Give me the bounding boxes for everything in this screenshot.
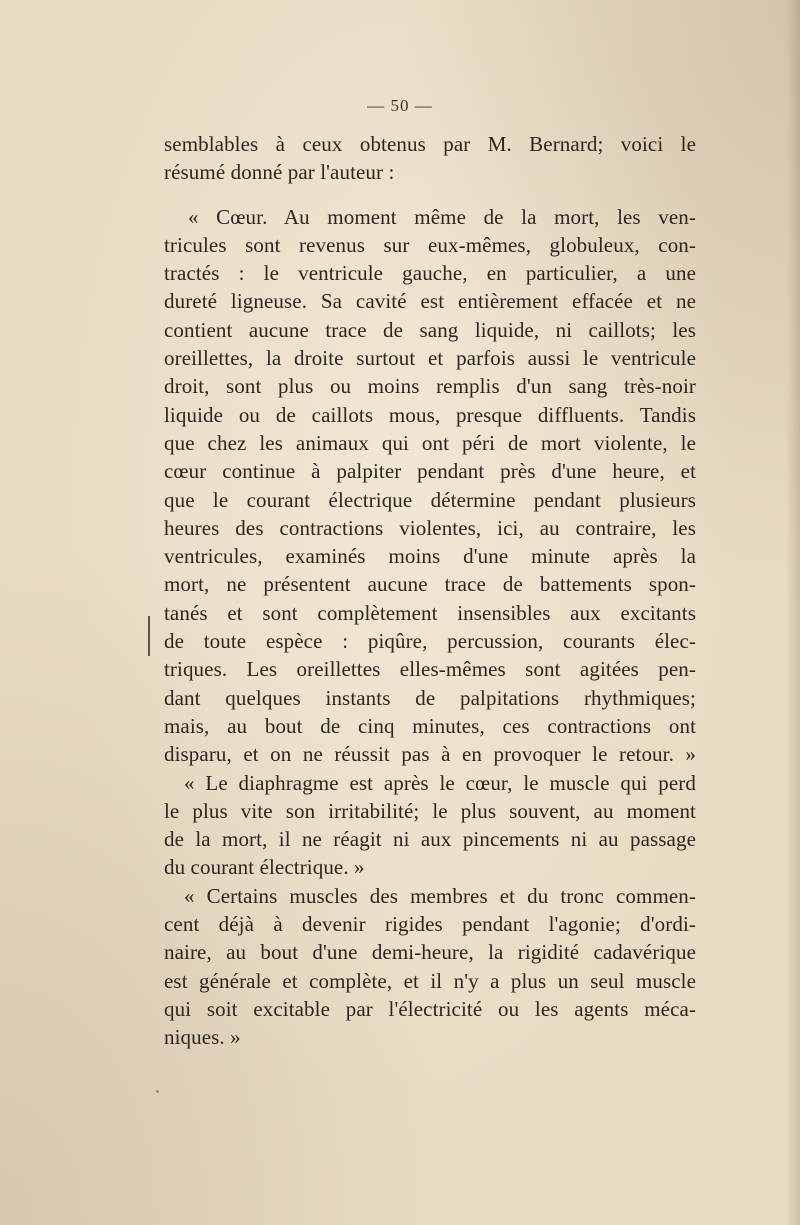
text-line: « Le diaphragme est après le cœur, le muscle qui perd — [184, 770, 696, 795]
text-line: cœur continue à palpiter pendant près d'une heure, et — [164, 459, 696, 484]
text-line: le plus vite son irritabilité; le plus souvent, au moment — [164, 798, 696, 823]
text-line: « Cœur. Au moment même de la mort, les ven- — [188, 204, 696, 229]
text-line: dant quelques instants de palpitations rhythmiques; — [164, 685, 696, 710]
text-line: cent déjà à devenir rigides pendant l'agonie; d'ordi- — [164, 912, 696, 937]
text-line: tricules sont revenus sur eux-mêmes, globuleux, con- — [164, 232, 696, 257]
text-line: ventricules, examinés moins d'une minute après la — [164, 544, 696, 569]
margin-pencil-mark — [148, 616, 150, 656]
text-line: « Certains muscles des membres et du tronc commen- — [184, 883, 696, 908]
text-line: semblables à ceux obtenus par M. Bernard; voici le — [164, 132, 696, 156]
text-line: liquide ou de caillots mous, presque diffluents. Tandis — [164, 402, 696, 427]
text-line: heures des contractions violentes, ici, au contraire, les — [164, 515, 696, 540]
text-line: mort, ne présentent aucune trace de battements spon- — [164, 572, 696, 597]
paragraph-gap — [164, 187, 696, 203]
text-line: triques. Les oreillettes elles-mêmes sont agitées pen- — [164, 657, 696, 682]
text-line: dureté ligneuse. Sa cavité est entièrement effacée et ne — [164, 289, 696, 314]
page-edge-shadow — [786, 0, 800, 1225]
text-line: oreillettes, la droite surtout et parfois aussi le ventricule — [164, 346, 696, 371]
text-line: mais, au bout de cinq minutes, ces contractions ont — [164, 713, 696, 738]
text-line: de la mort, il ne réagit ni aux pincements ni au passage — [164, 827, 696, 852]
text-line: niques. » — [164, 1025, 241, 1050]
text-line: que chez les animaux qui ont péri de mort violente, le — [164, 430, 696, 455]
text-line: naire, au bout d'une demi-heure, la rigidité cadavérique — [164, 940, 696, 965]
text-line: tanés et sont complètement insensibles aux excitants — [164, 600, 696, 625]
text-line: de toute espèce : piqûre, percussion, courants élec- — [164, 629, 696, 654]
text-line: tractés : le ventricule gauche, en particulier, a une — [164, 261, 696, 286]
text-line: que le courant électrique détermine pendant plusieurs — [164, 487, 696, 512]
text-line: qui soit excitable par l'électricité ou les agents méca- — [164, 996, 696, 1021]
page-number: — 50 — — [367, 96, 433, 115]
body-text — [164, 130, 696, 1052]
text-line: résumé donné par l'auteur : — [164, 160, 395, 185]
text-line: contient aucune trace de sang liquide, ni caillots; les — [164, 317, 696, 342]
text-line: droit, sont plus ou moins remplis d'un sang très-noir — [164, 374, 696, 399]
text-line: du courant électrique. » — [164, 855, 365, 880]
text-line: est générale et complète, et il n'y a plus un seul muscle — [164, 968, 696, 993]
paper-speck — [156, 1090, 159, 1093]
text-line: disparu, et on ne réussit pas à en provoquer le retour. » — [164, 742, 696, 767]
